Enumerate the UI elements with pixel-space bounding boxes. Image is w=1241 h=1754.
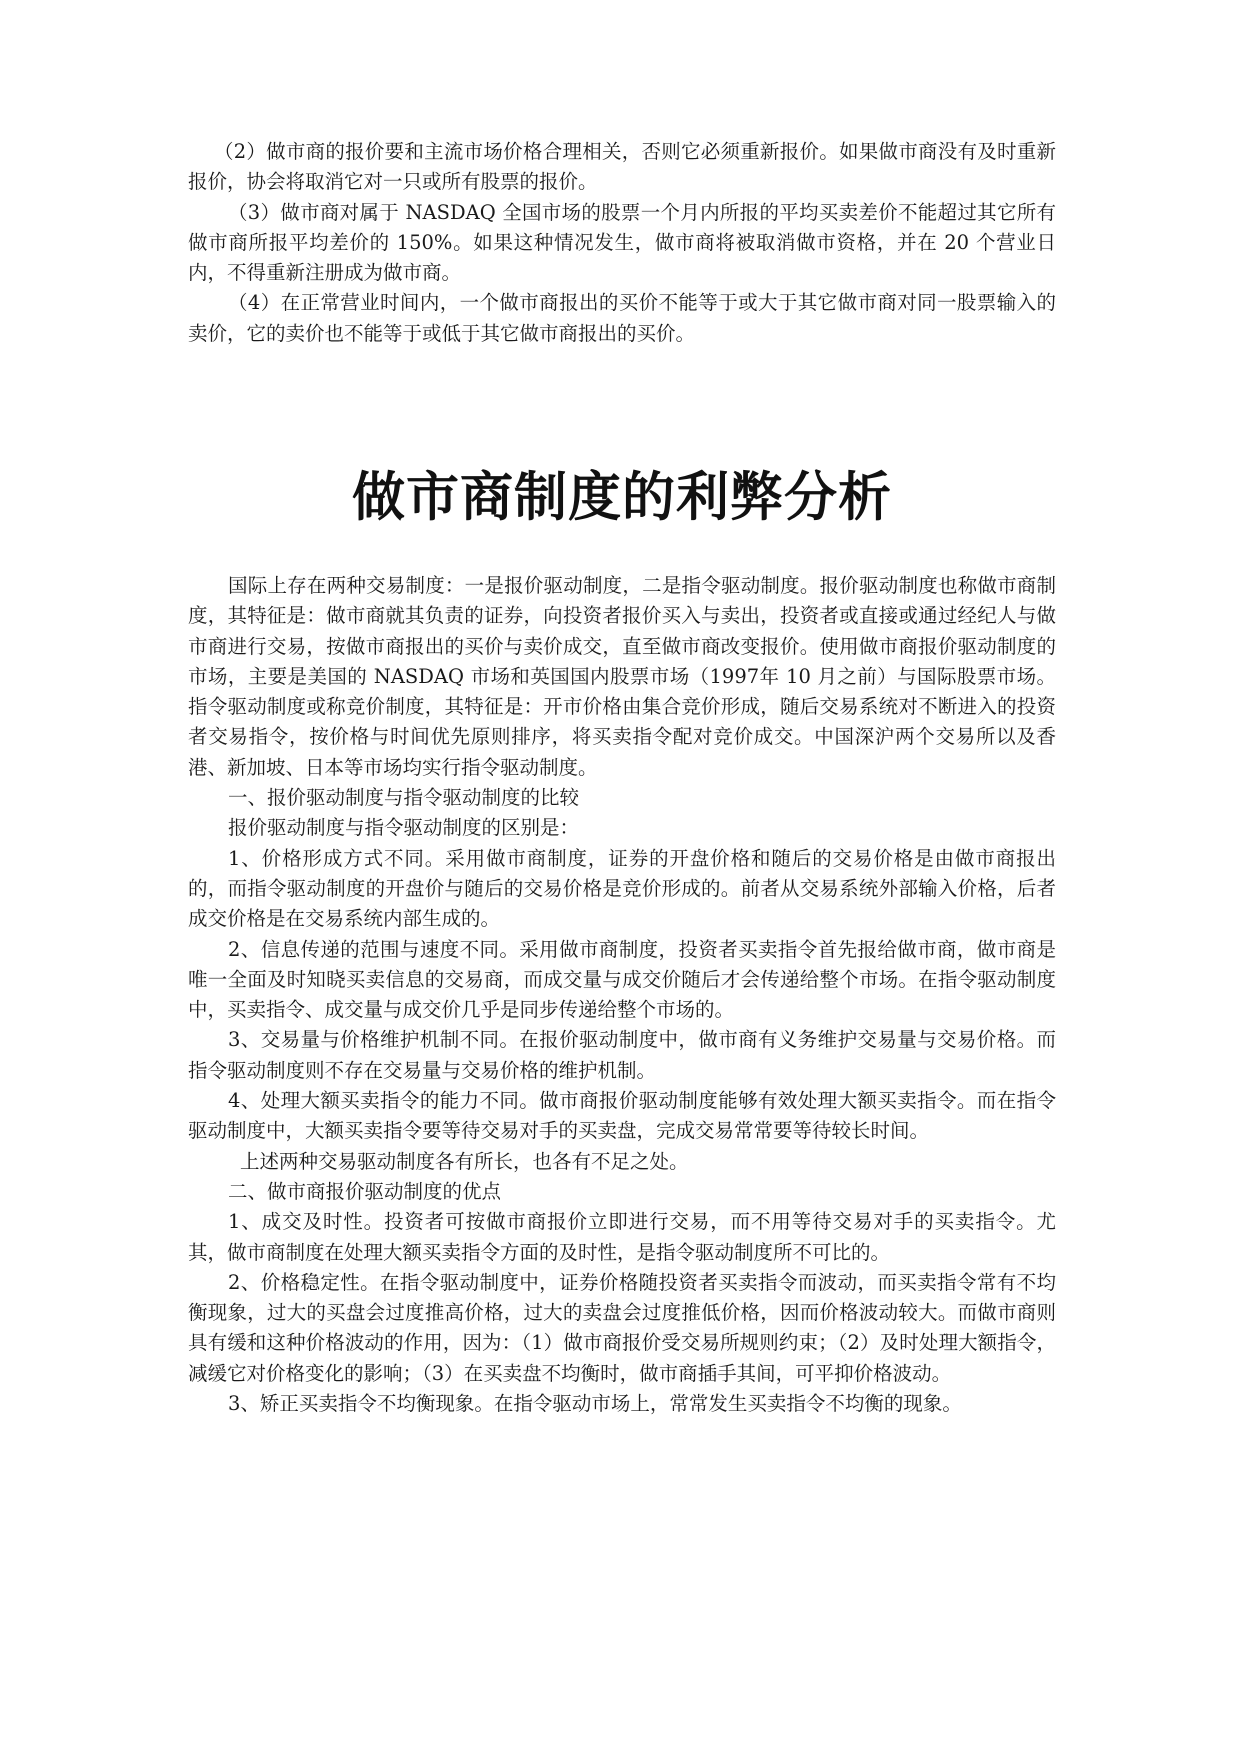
paragraph-advantage-2: 2、价格稳定性。在指令驱动制度中，证券价格随投资者买卖指令而波动，而买卖指令常有不均衡现象，过大的买盘会过度推高价格，过大的卖盘会过度推低价格，因而价格波动较大。而做市商则具有缓和这种价格波动的作用，因为：（1）做市商报价受交易所规则约束；（2）及时处理大额指令，减缓它对价格变化的影响；（3）在买卖盘不均衡时，做市商插手其间，可平抑价格波动。 xyxy=(188,1270,1056,1385)
paragraph-difference-1: 1、价格形成方式不同。采用做市商制度，证券的开盘价格和随后的交易价格是由做市商报出的，而指令驱动制度的开盘价与随后的交易价格是竞价形成的。前者从交易系统外部输入价格，后者成交价格是在交易系统内部生成的。 xyxy=(188,846,1056,931)
paragraph-difference-3: 3、交易量与价格维护机制不同。在报价驱动制度中，做市商有义务维护交易量与交易价格。而指令驱动制度则不存在交易量与交易价格的维护机制。 xyxy=(188,1028,1056,1082)
top-section xyxy=(188,137,1056,349)
body-section xyxy=(188,571,1056,1419)
section-heading-comparison: 一、报价驱动制度与指令驱动制度的比较 xyxy=(228,786,580,810)
paragraph-differences-lead: 报价驱动制度与指令驱动制度的区别是： xyxy=(228,816,580,840)
paragraph-rule-3: （3）做市商对属于 NASDAQ 全国市场的股票一个月内所报的平均买卖差价不能超过其它所有做市商所报平均差价的 150%。如果这种情况发生，做市商将被取消做市资格，并在 20 个营业日内，不得重新注册成为做市商。 xyxy=(188,200,1056,285)
paragraph-difference-2: 2、信息传递的范围与速度不同。采用做市商制度，投资者买卖指令首先报给做市商，做市商是唯一全面及时知晓买卖信息的交易商，而成交量与成交价随后才会传递给整个市场。在指令驱动制度中，买卖指令、成交量与成交价几乎是同步传递给整个市场的。 xyxy=(188,937,1056,1022)
paragraph-advantage-3: 3、矫正买卖指令不均衡现象。在指令驱动市场上，常常发生买卖指令不均衡的现象。 xyxy=(228,1392,962,1416)
page-title: 做市商制度的利弊分析 xyxy=(352,467,892,528)
paragraph-summary: 上述两种交易驱动制度各有所长，也各有不足之处。 xyxy=(240,1149,689,1173)
paragraph-rule-4: （4）在正常营业时间内，一个做市商报出的买价不能等于或大于其它做市商对同一股票输入的卖价，它的卖价也不能等于或低于其它做市商报出的买价。 xyxy=(188,291,1056,345)
paragraph-rule-2: （2）做市商的报价要和主流市场价格合理相关，否则它必须重新报价。如果做市商没有及时重新报价，协会将取消它对一只或所有股票的报价。 xyxy=(188,140,1056,194)
paragraph-difference-4: 4、处理大额买卖指令的能力不同。做市商报价驱动制度能够有效处理大额买卖指令。而在指令驱动制度中，大额买卖指令要等待交易对手的买卖盘，完成交易常常要等待较长时间。 xyxy=(188,1089,1056,1143)
section-heading-advantages: 二、做市商报价驱动制度的优点 xyxy=(228,1179,502,1203)
paragraph-advantage-1: 1、成交及时性。投资者可按做市商报价立即进行交易，而不用等待交易对手的买卖指令。尤其，做市商制度在处理大额买卖指令方面的及时性，是指令驱动制度所不可比的。 xyxy=(188,1210,1056,1264)
paragraph-intro: 国际上存在两种交易制度：一是报价驱动制度，二是指令驱动制度。报价驱动制度也称做市商制度，其特征是：做市商就其负责的证券，向投资者报价买入与卖出，投资者或直接或通过经纪人与做市商进行交易，按做市商报出的买价与卖价成交，直至做市商改变报价。使用做市商报价驱动制度的市场，主要是美国的 NASDAQ 市场和英国国内股票市场（1997年 10 月之前）与国际股票市场。指令驱动制度或称竞价制度，其特征是：开市价格由集合竞价形成，随后交易系统对不断进入的投资者交易指令，按价格与时间优先原则排序，将买卖指令配对竞价成交。中国深沪两个交易所以及香港、新加坡、日本等市场均实行指令驱动制度。 xyxy=(188,574,1056,779)
